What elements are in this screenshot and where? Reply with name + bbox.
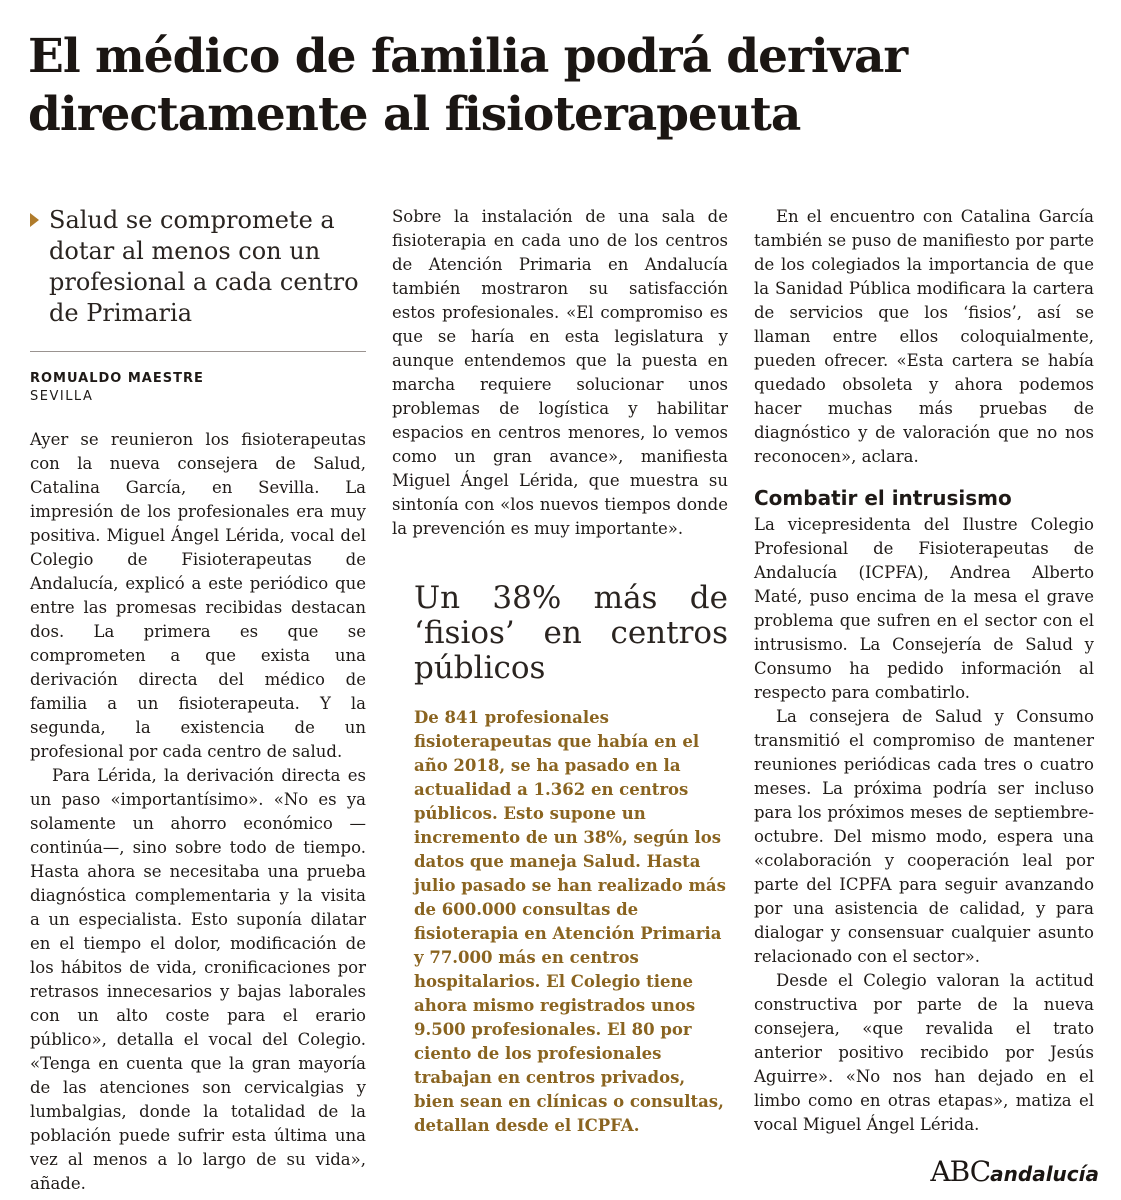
column-2 [392, 205, 728, 1138]
sidebar-box [392, 581, 728, 1138]
byline-location: SEVILLA [30, 389, 94, 404]
paragraph: La vicepresidenta del Ilustre Colegio Profesional de Fisioterapeutas de Andalucía (ICPFA), Andrea Alberto Maté, puso encima de la mesa el grave problema que sufren en el sector con el intrusismo. La Consejería de Salud y Consumo ha pedido información al respecto para combatirlo. [754, 515, 1094, 702]
headline: El médico de familia podrá derivar directamente al fisioterapeuta [28, 29, 908, 142]
kicker-text: Salud se compromete a dotar al menos con un profesional a cada centro de Primaria [49, 206, 359, 327]
paragraph: La consejera de Salud y Consumo transmitió el compromiso de mantener reuniones periódicas cada tres o cuatro meses. La próxima podría ser incluso para los próximos meses de septiembre-octubre. Del mismo modo, espera una «colaboración y cooperación leal por parte del ICPFA para seguir avanzando por una asistencia de calidad, y para dialogar y consensuar cualquier asunto relacionado con el sector». [754, 707, 1094, 966]
subheading: Combatir el intrusismo [754, 486, 1012, 510]
paragraph: Ayer se reunieron los fisioterapeutas con la nueva consejera de Salud, Catalina García, en Sevilla. La impresión de los profesionales era muy positiva. Miguel Ángel Lérida, vocal del Colegio de Fisioterapeutas de Andalucía, explicó a este periódico que entre las promesas recibidas destacan dos. La primera es que se comprometen a que exista una derivación directa del médico de familia a un fisioterapeuta. Y la segunda, la existencia de un profesional por cada centro de salud. [30, 430, 366, 761]
column-1 [30, 205, 366, 1196]
paragraph: Sobre la instalación de una sala de fisioterapia en cada uno de los centros de Atención Primaria en Andalucía también mostraron su satisfacción estos profesionales. «El compromiso es que se haría en esta legislatura y aunque entendemos que la puesta en marcha requiere solucionar unos problemas de logística y habilitar espacios en centros menores, lo vemos como un gran avance», manifiesta Miguel Ángel Lérida, que muestra su sintonía con «los nuevos tiempos donde la prevención es muy importante». [392, 207, 728, 538]
paragraph: Desde el Colegio valoran la actitud constructiva por parte de la nueva consejera, «que revalida el trato anterior positivo recibido por Jesús Aguirre». «No nos han dejado en el limbo como en otras etapas», matiza el vocal Miguel Ángel Lérida. [754, 971, 1094, 1134]
newspaper-logo [930, 1155, 1099, 1188]
logo-region: andalucía [990, 1162, 1099, 1186]
kicker [30, 205, 366, 352]
sidebar-body: De 841 profesionales fisioterapeutas que había en el año 2018, se ha pasado en la actualidad a 1.362 en centros públicos. Esto supone un incremento de un 38%, según los datos que maneja Salud. Hasta julio pasado se han realizado más de 600.000 consultas de fisioterapia en Atención Primaria y 77.000 más en centros hospitalarios. El Colegio tiene ahora mismo registrados unos 9.500 profesionales. El 80 por ciento de los profesionales trabajan en centros privados, bien sean en clínicas o consultas, detallan desde el ICPFA. [414, 708, 726, 1135]
sidebar-title: Un 38% más de ‘fisios’ en centros públicos [414, 580, 728, 686]
triangle-bullet-icon [30, 213, 39, 227]
paragraph: En el encuentro con Catalina García también se puso de manifiesto por parte de los colegiados la importancia de que la Sanidad Pública modificara la cartera de servicios que los ‘fisios’, así se llaman entre ellos coloquialmente, pueden ofrecer. «Esta cartera se había quedado obsoleta y ahora podemos hacer muchas más pruebas de diagnóstico y de valoración que no nos reconocen», aclara. [754, 207, 1094, 466]
logo-abc: ABC [930, 1155, 991, 1188]
column-3 [754, 205, 1094, 1137]
byline-author: ROMUALDO MAESTRE [30, 371, 204, 386]
paragraph: Para Lérida, la derivación directa es un paso «importantísimo». «No es ya solamente un ahorro económico —continúa—, sino sobre todo de tiempo. Hasta ahora se necesitaba una prueba diagnóstica complementaria y la visita a un especialista. Esto suponía dilatar en el tiempo el dolor, modificación de los hábitos de vida, cronificaciones por retrasos innecesarios y bajas laborales con un alto coste para el erario público», detalla el vocal del Colegio. «Tenga en cuenta que la gran mayoría de las atenciones son cervicalgias y lumbalgias, donde la totalidad de la población puede sufrir esta última una vez al menos a lo largo de su vida», añade. [30, 766, 366, 1193]
